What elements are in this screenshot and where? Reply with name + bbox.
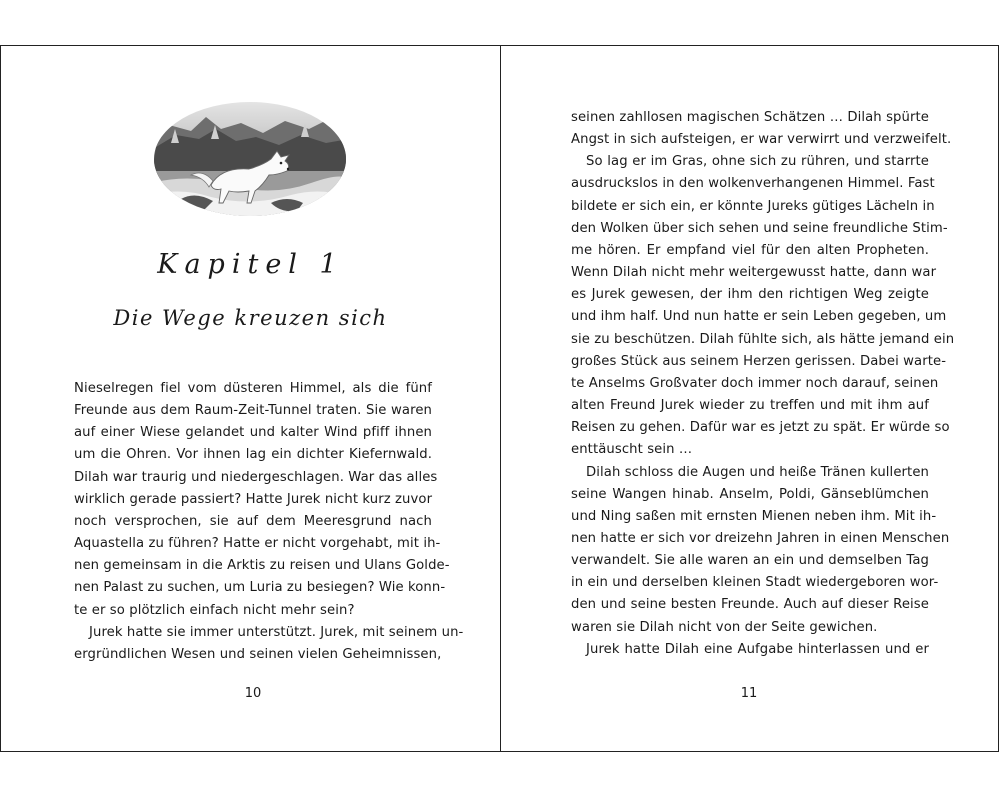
- text-line: den und seine besten Freunde. Auch auf dieser Reise: [571, 597, 929, 613]
- text-line: Jurek hatte Dilah eine Aufgabe hinterlassen und er: [586, 641, 929, 657]
- right-page: [501, 46, 999, 751]
- book-spread: [0, 45, 999, 752]
- text-line: seine Wangen hinab. Anselm, Poldi, Gänseblümchen: [571, 486, 929, 502]
- text-line: ausdruckslos in den wolkenverhangenen Himmel. Fast: [571, 176, 935, 192]
- text-line: nen gemeinsam in die Arktis zu reisen und Ulans Golde-: [74, 558, 450, 574]
- text-line: Aquastella zu führen? Hatte er nicht vorgehabt, mit ih-: [74, 536, 441, 552]
- text-line: Wenn Dilah nicht mehr weitergewusst hatte, dann war: [571, 265, 937, 281]
- text-line: und ihm half. Und nun hatte er sein Leben gegeben, um: [571, 309, 947, 325]
- text-line: Nieselregen fiel vom düsteren Himmel, als die fünf: [74, 381, 432, 396]
- text-line: bildete er sich ein, er könnte Jureks gütiges Lächeln in: [571, 198, 935, 214]
- text-line: Reisen zu gehen. Dafür war es jetzt zu spät. Er würde so: [571, 420, 950, 436]
- text-line: und Ning saßen mit ernsten Mienen neben ihm. Mit ih-: [571, 508, 937, 524]
- text-line: um die Ohren. Vor ihnen lag ein dichter Kiefernwald.: [74, 447, 432, 463]
- text-line: Freunde aus dem Raum-Zeit-Tunnel traten. Sie waren: [74, 403, 432, 419]
- text-line: verwandelt. Sie alle waren an ein und demselben Tag: [571, 553, 929, 569]
- text-line: großes Stück aus seinem Herzen gerissen. Dabei warte-: [571, 353, 947, 369]
- text-line: sie zu beschützen. Dilah fühlte sich, als hätte jemand ein: [571, 331, 955, 347]
- arctic-fox-illustration-icon: [151, 99, 349, 219]
- text-line: ergründlichen Wesen und seinen vielen Geheimnissen,: [74, 646, 442, 662]
- text-line: seinen zahllosen magischen Schätzen … Dilah spürte: [571, 110, 929, 125]
- text-line: nen hatte er sich vor dreizehn Jahren in einen Menschen: [571, 530, 950, 546]
- text-line: enttäuscht sein …: [571, 442, 693, 458]
- body-text: [74, 378, 464, 666]
- body-text: [571, 107, 955, 661]
- text-line: waren sie Dilah nicht von der Seite gewichen.: [571, 619, 878, 635]
- text-line: Angst in sich aufsteigen, er war verwirrt und verzweifelt.: [571, 132, 952, 148]
- chapter-heading: Kapitel 1: [157, 249, 344, 280]
- text-line: auf einer Wiese gelandet und kalter Wind pfiff ihnen: [74, 425, 432, 441]
- text-line: me hören. Er empfand viel für den alten Propheten.: [571, 242, 929, 258]
- text-line: So lag er im Gras, ohne sich zu rühren, und starrte: [586, 154, 929, 170]
- text-line: Jurek hatte sie immer unterstützt. Jurek, mit seinem un-: [89, 624, 464, 640]
- left-page: [1, 46, 500, 751]
- page-number: 11: [740, 686, 758, 701]
- text-line: te Anselms Großvater doch immer noch darauf, seinen: [571, 375, 939, 391]
- chapter-title: Die Wege kreuzen sich: [113, 306, 388, 330]
- page-number: 10: [244, 686, 262, 701]
- text-line: es Jurek gewesen, der ihm den richtigen Weg zeigte: [571, 287, 929, 303]
- text-line: alten Freund Jurek wieder zu treffen und mit ihm auf: [571, 398, 929, 414]
- text-line: te er so plötzlich einfach nicht mehr sein?: [74, 602, 355, 618]
- text-line: nen Palast zu suchen, um Luria zu besiegen? Wie konn-: [74, 580, 446, 596]
- text-line: wirklich gerade passiert? Hatte Jurek nicht kurz zuvor: [74, 491, 433, 507]
- text-line: Dilah war traurig und niedergeschlagen. War das alles: [74, 469, 438, 485]
- text-line: in ein und derselben kleinen Stadt wiedergeboren wor-: [571, 575, 939, 591]
- text-line: noch versprochen, sie auf dem Meeresgrund nach: [74, 513, 432, 529]
- text-line: Dilah schloss die Augen und heiße Tränen kullerten: [586, 464, 929, 480]
- text-line: den Wolken über sich sehen und seine freundliche Stim-: [571, 220, 948, 236]
